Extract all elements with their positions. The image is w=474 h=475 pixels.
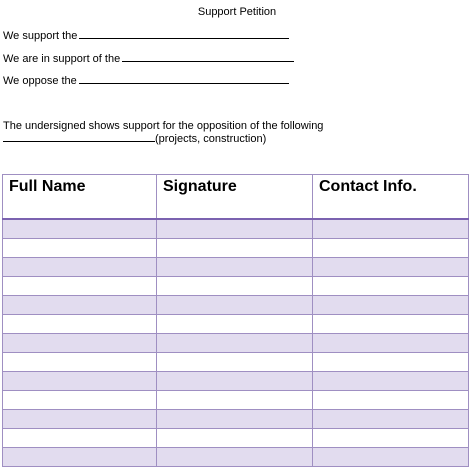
contact-cell[interactable] — [313, 315, 469, 334]
signature-cell[interactable] — [157, 258, 313, 277]
oppose-line — [3, 73, 289, 88]
header-contact-info: Contact Info. — [313, 175, 469, 220]
header-signature: Signature — [157, 175, 313, 220]
signature-cell[interactable] — [157, 391, 313, 410]
table-row — [3, 219, 469, 239]
name-cell[interactable] — [3, 372, 157, 391]
oppose-label: We oppose the — [3, 75, 77, 87]
name-cell[interactable] — [3, 258, 157, 277]
contact-cell[interactable] — [313, 372, 469, 391]
statement-continuation — [3, 131, 266, 146]
name-cell[interactable] — [3, 353, 157, 372]
contact-cell[interactable] — [313, 296, 469, 315]
table-row — [3, 429, 469, 448]
support-line — [3, 28, 289, 43]
table-row — [3, 239, 469, 258]
support-label: We support the — [3, 30, 78, 42]
table-row — [3, 372, 469, 391]
contact-cell[interactable] — [313, 391, 469, 410]
table-row — [3, 277, 469, 296]
in-support-label: We are in support of the — [3, 53, 121, 65]
contact-cell[interactable] — [313, 258, 469, 277]
signature-rows — [3, 219, 469, 467]
signature-table — [2, 174, 469, 467]
in-support-line — [3, 51, 294, 66]
signature-cell[interactable] — [157, 239, 313, 258]
table-row — [3, 334, 469, 353]
name-cell[interactable] — [3, 239, 157, 258]
signature-cell[interactable] — [157, 429, 313, 448]
table-row — [3, 391, 469, 410]
signature-cell[interactable] — [157, 296, 313, 315]
contact-cell[interactable] — [313, 219, 469, 239]
contact-cell[interactable] — [313, 334, 469, 353]
statement-blank[interactable] — [3, 131, 155, 142]
signature-cell[interactable] — [157, 372, 313, 391]
name-cell[interactable] — [3, 315, 157, 334]
name-cell[interactable] — [3, 410, 157, 429]
contact-cell[interactable] — [313, 277, 469, 296]
contact-cell[interactable] — [313, 239, 469, 258]
table-row — [3, 315, 469, 334]
table-row — [3, 296, 469, 315]
table-row — [3, 353, 469, 372]
signature-cell[interactable] — [157, 277, 313, 296]
name-cell[interactable] — [3, 296, 157, 315]
signature-cell[interactable] — [157, 219, 313, 239]
name-cell[interactable] — [3, 391, 157, 410]
contact-cell[interactable] — [313, 429, 469, 448]
name-cell[interactable] — [3, 334, 157, 353]
contact-cell[interactable] — [313, 448, 469, 467]
statement-line: The undersigned shows support for the opposition of the following — [3, 120, 324, 132]
support-blank[interactable] — [79, 28, 289, 39]
table-header-row — [3, 175, 469, 220]
name-cell[interactable] — [3, 219, 157, 239]
header-full-name: Full Name — [3, 175, 157, 220]
table-row — [3, 448, 469, 467]
signature-cell[interactable] — [157, 334, 313, 353]
in-support-blank[interactable] — [122, 51, 294, 62]
contact-cell[interactable] — [313, 353, 469, 372]
name-cell[interactable] — [3, 448, 157, 467]
name-cell[interactable] — [3, 429, 157, 448]
page-title: Support Petition — [197, 6, 277, 18]
signature-cell[interactable] — [157, 315, 313, 334]
statement-suffix: (projects, construction) — [155, 133, 267, 145]
signature-cell[interactable] — [157, 448, 313, 467]
oppose-blank[interactable] — [79, 73, 289, 84]
signature-cell[interactable] — [157, 410, 313, 429]
name-cell[interactable] — [3, 277, 157, 296]
signature-cell[interactable] — [157, 353, 313, 372]
table-row — [3, 258, 469, 277]
contact-cell[interactable] — [313, 410, 469, 429]
table-row — [3, 410, 469, 429]
